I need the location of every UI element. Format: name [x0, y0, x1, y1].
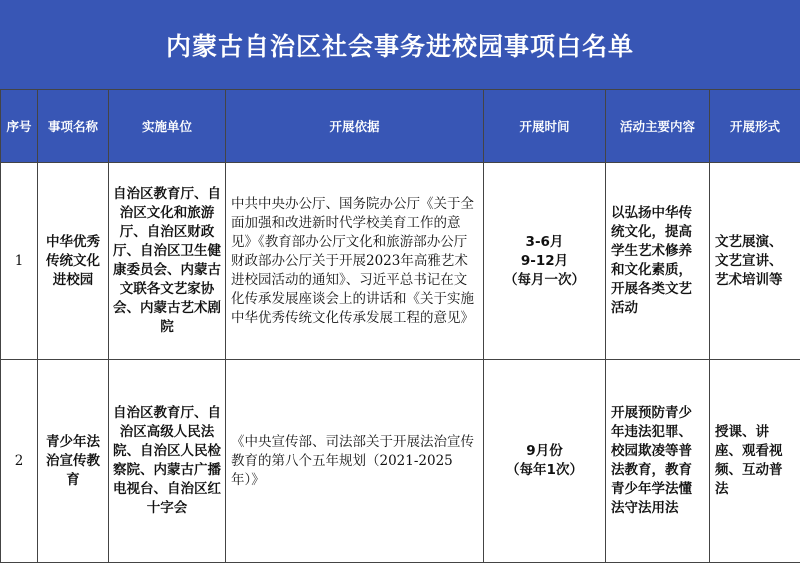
row-time: [484, 163, 606, 360]
row-time-line: 9月份: [526, 443, 563, 459]
table-header-row: [1, 90, 800, 163]
row-time-note: （每年1次）: [506, 462, 583, 478]
row-content: 开展预防青少年违法犯罪、校园欺凌等普法教育，教育青少年学法懂法守法用法: [606, 360, 710, 563]
row-item-name: 中华优秀传统文化进校园: [38, 163, 109, 360]
row-time-note: （每月一次）: [504, 271, 585, 288]
header-time: 开展时间: [484, 90, 606, 163]
row-time-line: 3-6月: [525, 233, 564, 250]
row-units: 自治区教育厅、自治区高级人民法院、自治区人民检察院、内蒙古广播电视台、自治区红十字会: [109, 360, 226, 563]
row-form: 文艺展演、文艺宣讲、艺术培训等: [710, 163, 800, 360]
row-time-line: 9-12月: [520, 252, 569, 269]
header-form: 开展形式: [710, 90, 800, 163]
table-row: [1, 163, 800, 360]
row-time: [484, 360, 606, 563]
row-basis: 中共中央办公厅、国务院办公厅《关于全面加强和改进新时代学校美育工作的意见》《教育部办公厅文化和旅游部办公厅财政部办公厅关于开展2023年高雅艺术进校园活动的通知》、习近平总书记在文化传承发展座谈会上的讲话和《关于实施中华优秀传统文化传承发展工程的意见》: [226, 163, 484, 360]
row-form: 授课、讲座、观看视频、互动普法: [710, 360, 800, 563]
table-row: [1, 360, 800, 563]
row-index: 2: [1, 360, 38, 563]
header-name: 事项名称: [38, 90, 109, 163]
header-content: 活动主要内容: [606, 90, 710, 163]
row-units: 自治区教育厅、自治区文化和旅游厅、自治区财政厅、自治区卫生健康委员会、内蒙古文联各文艺家协会、内蒙古艺术剧院: [109, 163, 226, 360]
document-title: 内蒙古自治区社会事务进校园事项白名单: [0, 0, 800, 89]
row-content: 以弘扬中华传统文化，提高学生艺术修养和文化素质，开展各类文艺活动: [606, 163, 710, 360]
whitelist-table: [0, 89, 800, 563]
row-item-name: 青少年法治宣传教育: [38, 360, 109, 563]
header-units: 实施单位: [109, 90, 226, 163]
header-index: 序号: [1, 90, 38, 163]
row-index: 1: [1, 163, 38, 360]
header-basis: 开展依据: [226, 90, 484, 163]
row-basis: 《中央宣传部、司法部关于开展法治宣传教育的第八个五年规划（2021-2025年）》: [226, 360, 484, 563]
